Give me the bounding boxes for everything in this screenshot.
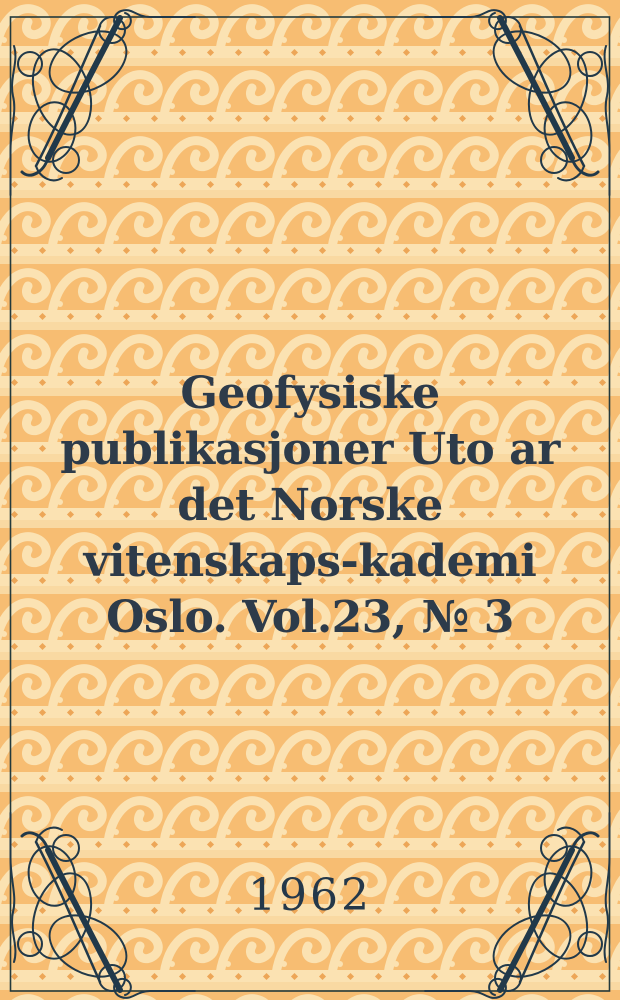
year-label: 1962 — [248, 870, 372, 921]
title-line: vitenskaps-kademi — [83, 536, 537, 587]
title-line: publikasjoner Uto ar — [60, 424, 560, 475]
title-line: Geofysiske — [180, 368, 440, 419]
cover-title — [30, 366, 590, 646]
title-line: det Norske — [177, 480, 443, 531]
title-line: Oslo. Vol.23, № 3 — [106, 592, 514, 643]
